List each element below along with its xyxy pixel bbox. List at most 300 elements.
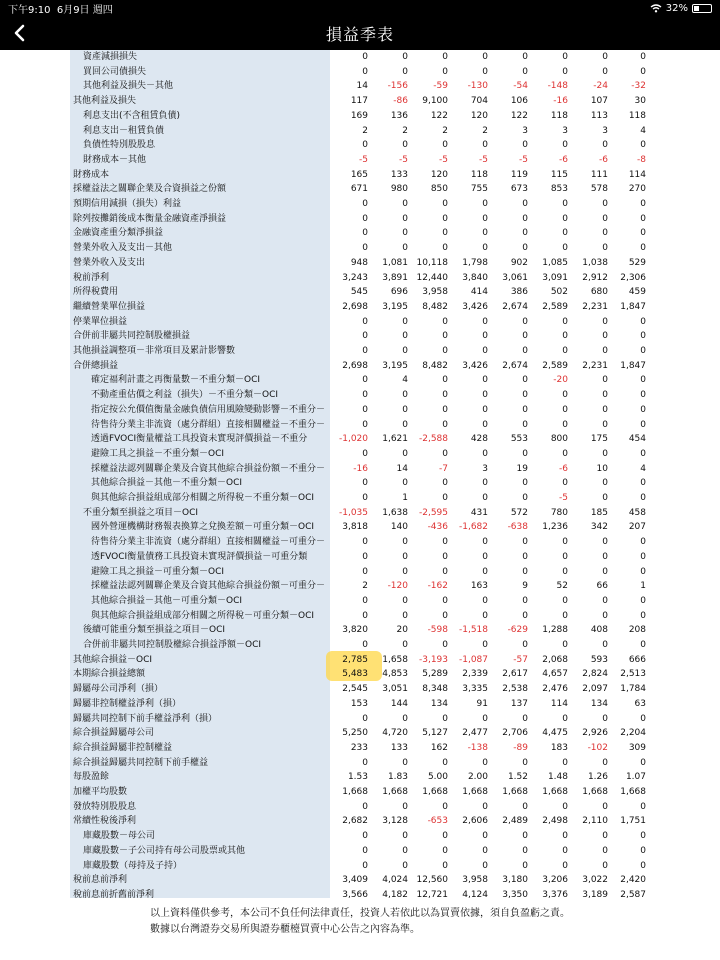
value-cell: 529 — [628, 257, 646, 268]
chevron-left-icon — [13, 24, 25, 42]
value-cell: -148 — [547, 81, 568, 92]
value-cell: 0 — [442, 316, 448, 327]
value-cell: 0 — [442, 213, 448, 224]
value-cell: -5 — [559, 493, 568, 503]
value-cell: -629 — [507, 625, 528, 636]
value-cell: 0 — [362, 551, 368, 562]
value-cell: 0 — [442, 801, 448, 812]
value-cell: 0 — [362, 66, 368, 77]
value-cell: 0 — [482, 346, 488, 356]
value-cell: 0 — [402, 52, 408, 62]
value-cell: 0 — [640, 831, 646, 842]
value-cell: 3,350 — [502, 889, 528, 898]
value-cell: 0 — [442, 713, 448, 724]
value-cell: 593 — [590, 654, 608, 665]
value-cell: 342 — [590, 522, 608, 533]
value-cell: 134 — [430, 698, 448, 709]
value-cell: 0 — [442, 551, 448, 562]
value-cell: 0 — [482, 316, 488, 327]
table-row — [0, 623, 720, 638]
value-cell: 0 — [522, 713, 528, 724]
value-cell: 2,097 — [582, 684, 608, 695]
value-cell: 0 — [522, 610, 528, 621]
value-cell: 1 — [402, 493, 408, 503]
value-cell: 2 — [362, 125, 368, 136]
value-cell: 1.52 — [507, 772, 528, 783]
value-cell: 3,195 — [382, 360, 408, 371]
value-cell: 2,538 — [502, 684, 528, 695]
value-cell: -120 — [387, 581, 408, 592]
value-cell: -2,588 — [418, 434, 448, 445]
value-cell: 0 — [402, 566, 408, 577]
value-cell: 4 — [402, 375, 408, 386]
value-cell: 0 — [522, 243, 528, 254]
value-cell: 0 — [362, 52, 368, 62]
value-cell: 0 — [602, 404, 608, 415]
value-cell: 0 — [562, 346, 568, 356]
value-cell: 2,926 — [582, 728, 608, 739]
disclaimer-line-2: 數據以台灣證券交易所與證券櫃檯買賣中心公告之內容為準。 — [150, 924, 420, 935]
value-cell: 1,668 — [462, 787, 488, 797]
value-cell: 106 — [510, 96, 528, 107]
value-cell: 3,818 — [342, 522, 368, 533]
value-cell: 454 — [628, 434, 646, 445]
value-cell: 3 — [562, 125, 568, 136]
value-cell: -6 — [559, 154, 568, 165]
value-cell: 0 — [640, 860, 646, 871]
value-cell: 2 — [482, 125, 488, 136]
value-cell: 1,784 — [620, 684, 646, 695]
value-cell: 30 — [634, 96, 646, 107]
value-cell: 0 — [562, 713, 568, 724]
value-cell: 0 — [442, 404, 448, 415]
row-label: 其他損益調整項－非常項目及累計影響數 — [73, 346, 236, 356]
value-cell: -1,087 — [458, 654, 488, 665]
value-cell: 1,668 — [422, 787, 448, 797]
row-label: 透過FVOCI衡量權益工具投資未實現評價損益－不重分 — [91, 434, 308, 445]
value-cell: 0 — [640, 640, 646, 650]
row-label: 綜合損益歸屬共同控制下前手權益 — [73, 757, 209, 768]
value-cell: 0 — [402, 346, 408, 356]
value-cell: -638 — [507, 522, 528, 533]
row-label: 透FVOCI衡量債務工具投資未實現評價損益－可重分類 — [91, 551, 308, 562]
value-cell: 2,306 — [620, 272, 646, 283]
value-cell: 0 — [640, 801, 646, 812]
value-cell: 4 — [640, 463, 646, 474]
table-row — [0, 770, 720, 785]
value-cell: 0 — [482, 390, 488, 401]
value-cell: 122 — [510, 110, 528, 121]
row-label: 不重分類至損益之項目－OCI — [83, 507, 199, 518]
value-cell: 2,587 — [620, 889, 646, 898]
value-cell: 153 — [350, 698, 368, 709]
value-cell: 0 — [362, 419, 368, 430]
value-cell: 1,751 — [620, 816, 646, 827]
value-cell: 0 — [640, 595, 646, 606]
value-cell: 431 — [470, 507, 488, 518]
row-label: 其他利益及損失 — [73, 96, 137, 107]
value-cell: 0 — [562, 243, 568, 254]
value-cell: 1,668 — [542, 787, 568, 797]
value-cell: 10,118 — [416, 257, 448, 268]
value-cell: 183 — [550, 742, 568, 753]
value-cell: 3,891 — [382, 272, 408, 283]
value-cell: 545 — [350, 287, 368, 298]
value-cell: 2,489 — [502, 816, 528, 827]
value-cell: 8,348 — [422, 684, 448, 695]
value-cell: 0 — [522, 331, 528, 342]
value-cell: 680 — [590, 287, 608, 298]
value-cell: 3,958 — [422, 287, 448, 298]
value-cell: 0 — [362, 845, 368, 856]
value-cell: 0 — [442, 493, 448, 503]
value-cell: 2 — [442, 125, 448, 136]
value-cell: 14 — [396, 463, 408, 474]
value-cell: 1.07 — [625, 772, 646, 783]
table-row — [0, 888, 720, 898]
value-cell: 0 — [562, 566, 568, 577]
row-label: 稅前淨利 — [73, 272, 110, 283]
value-cell: 0 — [522, 757, 528, 768]
value-cell: 4,853 — [382, 669, 408, 680]
value-cell: 0 — [602, 199, 608, 209]
value-cell: 1,658 — [382, 654, 408, 665]
table-row — [0, 432, 720, 447]
value-cell: 0 — [522, 390, 528, 401]
value-cell: 2,674 — [502, 360, 528, 371]
value-cell: 0 — [562, 595, 568, 606]
value-cell: 0 — [482, 860, 488, 871]
value-cell: 459 — [628, 287, 646, 298]
value-cell: 0 — [602, 801, 608, 812]
value-cell: 0 — [522, 493, 528, 503]
table-row — [0, 344, 720, 359]
value-cell: 1,668 — [342, 787, 368, 797]
value-cell: 5,483 — [342, 669, 368, 680]
value-cell: -8 — [637, 154, 646, 165]
value-cell: 0 — [362, 448, 368, 459]
value-cell: 0 — [442, 448, 448, 459]
value-cell: 2,912 — [582, 272, 608, 283]
value-cell: 0 — [482, 831, 488, 842]
value-cell: 2,674 — [502, 301, 528, 312]
status-right — [650, 3, 712, 14]
value-cell: 0 — [482, 228, 488, 239]
value-cell: 2,589 — [542, 360, 568, 371]
value-cell: 0 — [602, 52, 608, 62]
table-row — [0, 212, 720, 227]
value-cell: 0 — [402, 331, 408, 342]
table-row — [0, 447, 720, 462]
value-cell: -436 — [427, 522, 448, 533]
value-cell: 122 — [430, 110, 448, 121]
value-cell: 0 — [442, 757, 448, 768]
value-cell: 0 — [362, 213, 368, 224]
back-button[interactable] — [8, 21, 30, 45]
value-cell: -653 — [427, 816, 448, 827]
row-label: 待售待分業主非流資（處分群組）直接相關權益－不重分－ — [91, 419, 326, 430]
value-cell: 0 — [522, 448, 528, 459]
income-statement-table[interactable] — [0, 50, 720, 898]
table-row — [0, 94, 720, 109]
value-cell: 115 — [550, 169, 568, 180]
value-cell: 0 — [482, 713, 488, 724]
value-cell: 0 — [602, 478, 608, 489]
value-cell: 2,589 — [542, 301, 568, 312]
value-cell: 1.48 — [547, 772, 568, 783]
value-cell: -7 — [439, 463, 448, 474]
value-cell: 428 — [470, 434, 488, 445]
value-cell: 0 — [522, 860, 528, 871]
value-cell: 165 — [350, 169, 368, 180]
value-cell: -86 — [393, 96, 408, 107]
value-cell: 671 — [350, 184, 368, 195]
wifi-icon — [650, 4, 662, 13]
value-cell: 0 — [602, 331, 608, 342]
value-cell: 0 — [402, 213, 408, 224]
value-cell: 0 — [602, 610, 608, 621]
value-cell: -5 — [479, 154, 488, 165]
value-cell: 0 — [640, 375, 646, 386]
value-cell: 0 — [482, 331, 488, 342]
value-cell: 2 — [402, 125, 408, 136]
table-row — [0, 241, 720, 256]
value-cell: 0 — [522, 140, 528, 151]
value-cell: 0 — [522, 419, 528, 430]
table-row — [0, 462, 720, 477]
value-cell: 0 — [402, 478, 408, 489]
value-cell: -89 — [513, 742, 528, 753]
value-cell: 162 — [430, 742, 448, 753]
value-cell: 0 — [562, 610, 568, 621]
value-cell: 3,958 — [462, 875, 488, 886]
value-cell: 0 — [602, 640, 608, 650]
value-cell: 0 — [402, 390, 408, 401]
value-cell: -3,193 — [418, 654, 448, 665]
value-cell: 3,840 — [462, 272, 488, 283]
value-cell: 0 — [442, 243, 448, 254]
row-label: 採權益法認列關聯企業及合資其他綜合損益份額－可重分－ — [91, 581, 326, 592]
value-cell: 0 — [562, 213, 568, 224]
value-cell: 0 — [362, 390, 368, 401]
value-cell: 458 — [628, 507, 646, 518]
disclaimer — [150, 906, 570, 938]
value-cell: -54 — [513, 81, 528, 92]
value-cell: 1,798 — [462, 257, 488, 268]
value-cell: 0 — [362, 713, 368, 724]
value-cell: 2,706 — [502, 728, 528, 739]
value-cell: 780 — [550, 507, 568, 518]
value-cell: 704 — [470, 96, 488, 107]
value-cell: 118 — [628, 110, 646, 121]
table-row — [0, 197, 720, 212]
value-cell: -6 — [599, 154, 608, 165]
value-cell: 2,476 — [542, 684, 568, 695]
value-cell: 0 — [602, 316, 608, 327]
value-cell: 1.83 — [387, 772, 408, 783]
value-cell: 0 — [562, 140, 568, 151]
value-cell: 0 — [482, 493, 488, 503]
page-title: 損益季表 — [325, 24, 394, 44]
value-cell: 12,560 — [416, 875, 448, 886]
table-row — [0, 550, 720, 565]
value-cell: -130 — [467, 81, 488, 92]
value-cell: 163 — [470, 581, 488, 592]
row-label: 與其他綜合損益組成部分相關之所得稅－可重分類－OCI — [91, 610, 315, 621]
value-cell: 5,127 — [422, 728, 448, 739]
value-cell: 0 — [362, 331, 368, 342]
value-cell: 0 — [562, 66, 568, 77]
value-cell: 0 — [602, 595, 608, 606]
value-cell: -5 — [359, 154, 368, 165]
value-cell: 0 — [640, 316, 646, 327]
value-cell: 0 — [602, 228, 608, 239]
value-cell: 0 — [442, 845, 448, 856]
value-cell: 0 — [362, 493, 368, 503]
value-cell: 0 — [602, 213, 608, 224]
value-cell: 0 — [602, 566, 608, 577]
value-cell: 0 — [362, 610, 368, 621]
value-cell: 0 — [442, 52, 448, 62]
value-cell: 1,038 — [582, 257, 608, 268]
value-cell: 0 — [640, 448, 646, 459]
value-cell: 0 — [482, 375, 488, 386]
value-cell: 800 — [550, 434, 568, 445]
value-cell: 1,668 — [620, 787, 646, 797]
row-label: 其他綜合損益－其他－不重分類－OCI — [91, 478, 243, 489]
value-cell: 0 — [602, 243, 608, 254]
table-row — [0, 844, 720, 859]
value-cell: 0 — [522, 316, 528, 327]
value-cell: 2,204 — [620, 728, 646, 739]
value-cell: 0 — [482, 757, 488, 768]
value-cell: 3 — [482, 463, 488, 474]
value-cell: 144 — [390, 698, 408, 709]
status-time: 下午9:10 — [8, 4, 51, 16]
table-row — [0, 873, 720, 888]
value-cell: 19 — [516, 463, 528, 474]
value-cell: 0 — [442, 595, 448, 606]
row-label: 財務成本 — [73, 169, 110, 180]
value-cell: 0 — [522, 199, 528, 209]
value-cell: 0 — [562, 228, 568, 239]
row-label: 營業外收入及支出 — [73, 257, 146, 268]
value-cell: 0 — [362, 243, 368, 254]
value-cell: 0 — [640, 52, 646, 62]
value-cell: 0 — [562, 478, 568, 489]
value-cell: 0 — [640, 390, 646, 401]
value-cell: 0 — [522, 537, 528, 548]
table-row — [0, 682, 720, 697]
value-cell: 0 — [482, 52, 488, 62]
value-cell: 2,617 — [502, 669, 528, 680]
row-label: 負債性特別股股息 — [83, 140, 156, 151]
value-cell: 853 — [550, 184, 568, 195]
value-cell: -1,682 — [458, 522, 488, 533]
value-cell: 0 — [640, 566, 646, 577]
table-row — [0, 300, 720, 315]
row-label: 與其他綜合損益組成部分相關之所得稅－不重分類－OCI — [91, 493, 315, 503]
value-cell: -6 — [559, 463, 568, 474]
value-cell: 755 — [470, 184, 488, 195]
value-cell: 3 — [602, 125, 608, 136]
value-cell: 2,513 — [620, 669, 646, 680]
value-cell: 2,339 — [462, 669, 488, 680]
table-row — [0, 285, 720, 300]
value-cell: 119 — [510, 169, 528, 180]
value-cell: 0 — [402, 537, 408, 548]
table-row — [0, 124, 720, 139]
value-cell: 0 — [522, 404, 528, 415]
value-cell: -57 — [513, 654, 528, 665]
value-cell: 0 — [442, 331, 448, 342]
value-cell: 0 — [402, 860, 408, 871]
table-row — [0, 741, 720, 756]
value-cell: 5,250 — [342, 728, 368, 739]
value-cell: -138 — [467, 742, 488, 753]
value-cell: 3,376 — [542, 889, 568, 898]
value-cell: 0 — [602, 551, 608, 562]
value-cell: 0 — [362, 228, 368, 239]
value-cell: 0 — [482, 801, 488, 812]
value-cell: 1,638 — [382, 507, 408, 518]
value-cell: 2,498 — [542, 816, 568, 827]
value-cell: 0 — [442, 199, 448, 209]
value-cell: 572 — [510, 507, 528, 518]
value-cell: 0 — [402, 757, 408, 768]
row-label: 金融資產重分類淨損益 — [73, 228, 164, 239]
value-cell: 0 — [362, 316, 368, 327]
table-row — [0, 182, 720, 197]
value-cell: 185 — [590, 507, 608, 518]
value-cell: 0 — [562, 199, 568, 209]
value-cell: 1,081 — [382, 257, 408, 268]
table-row — [0, 520, 720, 535]
value-cell: 107 — [590, 96, 608, 107]
value-cell: 133 — [390, 169, 408, 180]
value-cell: 137 — [510, 698, 528, 709]
value-cell: 0 — [442, 566, 448, 577]
value-cell: 0 — [562, 316, 568, 327]
value-cell: 0 — [362, 595, 368, 606]
value-cell: 0 — [362, 640, 368, 650]
value-cell: 1,288 — [542, 625, 568, 636]
value-cell: 0 — [602, 140, 608, 151]
value-cell: 0 — [640, 346, 646, 356]
value-cell: 0 — [482, 448, 488, 459]
value-cell: 0 — [522, 375, 528, 386]
value-cell: 0 — [402, 140, 408, 151]
value-cell: 2 — [362, 581, 368, 592]
value-cell: 2,785 — [342, 654, 368, 665]
value-cell: 3,180 — [502, 875, 528, 886]
table-row — [0, 359, 720, 374]
row-label: 合併總損益 — [73, 360, 119, 371]
value-cell: 0 — [602, 845, 608, 856]
table-row — [0, 756, 720, 771]
value-cell: 0 — [562, 390, 568, 401]
value-cell: 0 — [442, 610, 448, 621]
value-cell: 114 — [628, 169, 646, 180]
value-cell: 52 — [556, 581, 568, 592]
row-label: 常續性稅後淨利 — [73, 816, 137, 827]
value-cell: 0 — [602, 493, 608, 503]
table-row — [0, 667, 720, 682]
value-cell: 2,545 — [342, 684, 368, 695]
value-cell: 0 — [402, 199, 408, 209]
value-cell: 0 — [562, 419, 568, 430]
table-row — [0, 653, 720, 668]
